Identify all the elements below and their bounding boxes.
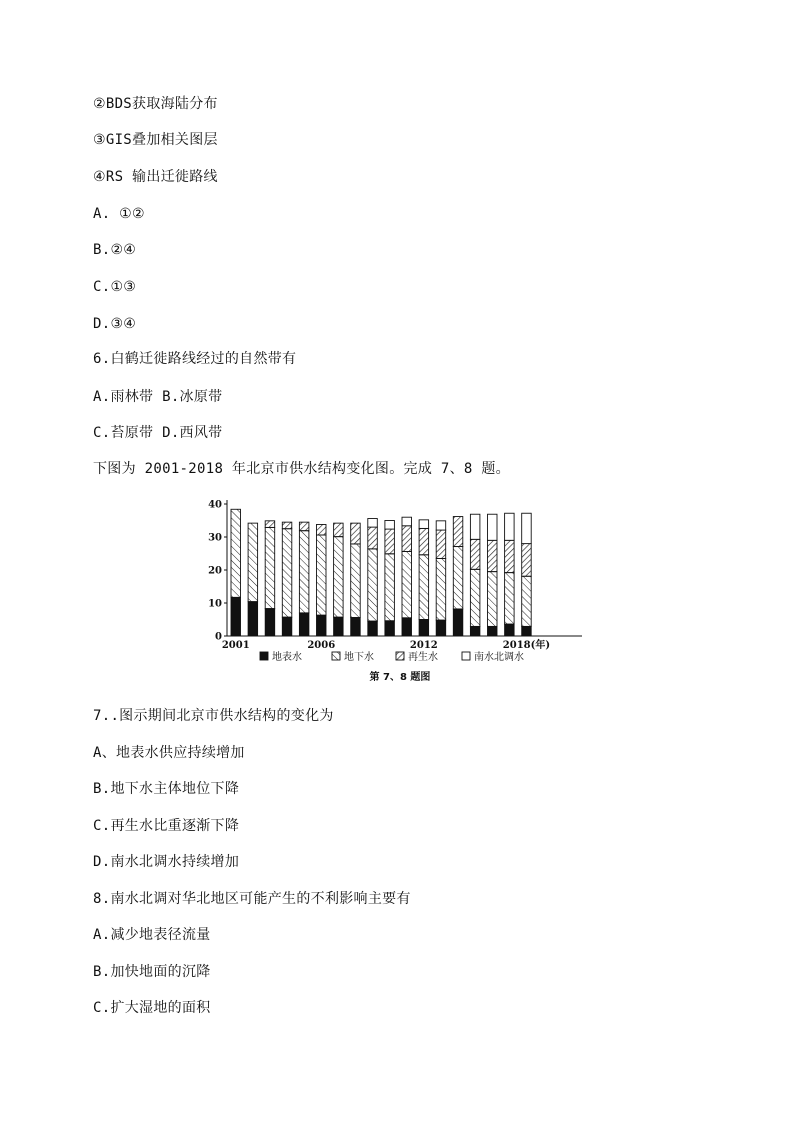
bar-segment <box>368 549 378 621</box>
legend-label: 地下水 <box>344 652 374 663</box>
bar-segment <box>385 521 395 530</box>
bar-segment <box>282 522 292 529</box>
bar-segment <box>522 576 532 626</box>
legend-swatch <box>462 652 470 660</box>
bar-segment <box>368 519 378 528</box>
bar-segment <box>402 618 412 636</box>
bar-segment <box>334 523 344 537</box>
bar-segment <box>522 544 532 577</box>
bar-segment <box>419 620 429 637</box>
bar-segment <box>231 597 241 636</box>
bar-segment <box>470 626 480 636</box>
bar-segment <box>351 544 361 618</box>
bar-segment <box>419 555 429 620</box>
answer-choice-b: B.②④ <box>93 242 137 258</box>
y-tick-label: 0 <box>215 631 222 643</box>
answer-choice-d: D.南水北调水持续增加 <box>93 854 240 870</box>
bar-segment <box>402 517 412 526</box>
answer-choice-c: C.扩大湿地的面积 <box>93 1000 211 1016</box>
water-supply-chart <box>200 494 600 694</box>
y-tick-label: 30 <box>208 532 222 544</box>
bar-segment <box>231 509 241 597</box>
bar-segment <box>317 535 327 615</box>
bar-segment <box>419 528 429 554</box>
bar-segment <box>351 618 361 636</box>
question-8: 8.南水北调对华北地区可能产生的不利影响主要有 <box>93 891 411 907</box>
x-tick-label: 2001 <box>221 640 250 651</box>
answer-choices-ab: A.雨林带 B.冰原带 <box>93 389 223 405</box>
bar-segment <box>505 540 514 572</box>
x-tick-label: 2012 <box>409 640 438 651</box>
legend-swatch <box>260 652 268 660</box>
question-6: 6.白鹤迁徙路线经过的自然带有 <box>93 351 297 367</box>
answer-choice-d: D.③④ <box>93 316 137 332</box>
bar-segment <box>505 624 514 636</box>
bar-segment <box>299 531 309 613</box>
option-line: ②BDS获取海陆分布 <box>93 96 218 112</box>
bar-segment <box>505 573 514 624</box>
bar-segment <box>248 523 258 602</box>
bar-segment <box>282 529 292 617</box>
bar-segment <box>299 522 309 531</box>
legend-swatch <box>396 652 404 660</box>
bar-segment <box>470 539 480 569</box>
bar-segment <box>488 514 498 540</box>
bar-segment <box>402 526 412 552</box>
y-tick-label: 10 <box>208 598 222 610</box>
legend-label: 地表水 <box>272 652 302 663</box>
bar-segment <box>317 615 327 636</box>
bar-segment <box>419 520 429 529</box>
bar-segment <box>282 617 292 636</box>
chart-intro: 下图为 2001-2018 年北京市供水结构变化图。完成 7、8 题。 <box>93 461 510 477</box>
bar-segment <box>265 609 275 636</box>
bar-segment <box>265 521 275 528</box>
option-line: ④RS 输出迁徙路线 <box>93 169 218 185</box>
answer-choice-b: B.加快地面的沉降 <box>93 964 211 980</box>
bar-segment <box>505 513 514 540</box>
legend-label: 南水北调水 <box>474 652 524 663</box>
bar-segment <box>334 537 344 618</box>
bar-segment <box>299 613 309 636</box>
chart-caption: 第 7、8 题图 <box>369 672 431 683</box>
bar-segment <box>351 523 361 544</box>
bar-segment <box>385 554 395 621</box>
bar-segment <box>385 529 395 554</box>
bar-segment <box>522 626 532 636</box>
bar-segment <box>265 527 275 608</box>
x-tick-label: 2018(年) <box>502 640 551 651</box>
y-tick-label: 20 <box>208 565 222 577</box>
answer-choice-a: A.减少地表径流量 <box>93 927 211 943</box>
answer-choice-a: A、地表水供应持续增加 <box>93 745 245 761</box>
bar-segment <box>488 572 498 627</box>
bar-segment <box>385 621 395 636</box>
bar-segment <box>368 527 378 549</box>
bar-segment <box>436 558 446 620</box>
y-tick-label: 40 <box>208 499 222 511</box>
answer-choice-b: B.地下水主体地位下降 <box>93 781 240 797</box>
answer-choice-c: C.①③ <box>93 279 137 295</box>
answer-choice-c: C.再生水比重逐渐下降 <box>93 818 240 834</box>
bar-segment <box>402 552 412 618</box>
bar-segment <box>453 609 463 636</box>
bar-segment <box>488 540 498 571</box>
bar-segment <box>368 621 378 636</box>
bar-segment <box>470 514 480 539</box>
bar-segment <box>522 513 532 543</box>
bar-segment <box>453 547 463 609</box>
bar-segment <box>436 620 446 636</box>
bar-segment <box>248 602 258 636</box>
bar-segment <box>436 530 446 558</box>
x-tick-label: 2006 <box>307 640 336 651</box>
bar-segment <box>470 569 480 626</box>
legend-swatch <box>332 652 340 660</box>
bar-segment <box>453 517 463 547</box>
option-line: ③GIS叠加相关图层 <box>93 132 218 148</box>
question-7: 7..图示期间北京市供水结构的变化为 <box>93 708 334 724</box>
answer-choices-cd: C.苔原带 D.西风带 <box>93 425 223 441</box>
bar-segment <box>317 524 327 535</box>
legend-label: 再生水 <box>408 652 438 663</box>
bar-segment <box>334 617 344 636</box>
bar-segment <box>436 521 446 530</box>
chart-svg <box>200 494 600 694</box>
answer-choice-a: A. ①② <box>93 206 145 222</box>
bar-segment <box>488 626 498 636</box>
